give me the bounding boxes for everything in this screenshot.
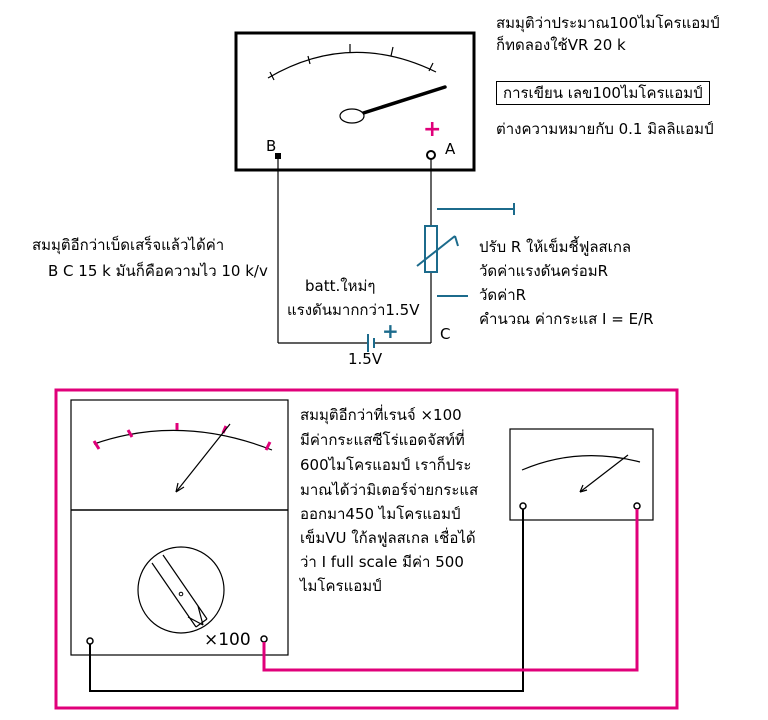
range-x100-label: ×100 <box>204 630 251 650</box>
top-meter-pivot <box>340 109 364 123</box>
terminal-a-plus-sign: + <box>423 117 442 142</box>
note-left-line2: B C 15 k มันก็คือความไว 10 k/v <box>48 262 268 280</box>
terminal-b-label: B <box>266 137 277 155</box>
bottom-note-line: 600ไมโครแอมป์ เราก็ประ <box>300 456 472 474</box>
note-left-line1: สมมุติอีกว่าเบ็ดเสร็จแล้วได้ค่า <box>32 236 225 254</box>
small-meter <box>510 429 653 520</box>
note-assume-100ua: สมมุติว่าประมาณ100ไมโครแอมป์ <box>496 14 720 32</box>
small-meter-terminal-right <box>634 503 640 509</box>
battery-note-voltage: แรงดันมากกว่า1.5V <box>287 301 420 319</box>
bottom-note-line: ไมโครแอมป์ <box>300 577 382 595</box>
instruction-calculate-current: คำนวณ ค่ากระแส I = E/R <box>479 310 654 328</box>
node-c-label: C <box>440 325 451 343</box>
bottom-note-line: มีค่ากระแสซีโร่แอดจัสท์ที่ <box>300 431 465 449</box>
variable-resistor-body <box>425 226 437 272</box>
battery-note-new: batt.ใหม่ๆ <box>305 277 376 295</box>
bottom-note-line: เข็มVU ใก้ลฟูลสเกล เชื่อได้ <box>300 529 476 547</box>
bottom-note-line: มาณได้ว่ามิเตอร์จ่ายกระแส <box>300 481 479 499</box>
variable-resistor-arrowhead <box>455 236 458 246</box>
bottom-note-line: สมมุติอีกว่าที่เรนจ์ ×100 <box>300 406 462 424</box>
battery-plus-sign: + <box>382 319 399 343</box>
multimeter-jack-com <box>87 638 93 644</box>
small-meter-box <box>510 429 653 520</box>
instruction-measure-voltage: วัดค่าแรงดันคร่อมR <box>479 262 609 280</box>
terminal-a-label: A <box>445 140 456 158</box>
variable-resistor <box>417 226 458 272</box>
note-vr-20k: ก็ทดลองใช้VR 20 k <box>496 36 626 54</box>
range-selector-knob <box>138 547 224 633</box>
multimeter-jack-plus <box>261 636 267 642</box>
note-vs-0-1ma: ต่างความหมายกับ 0.1 มิลลิแอมป์ <box>496 120 714 138</box>
battery-value-label: 1.5V <box>348 350 383 368</box>
multimeter <box>71 400 288 655</box>
instruction-adjust-r: ปรับ R ให้เข็มชี้ฟูลสเกล <box>479 238 632 256</box>
note-boxed-100ua: การเขียน เลข100ไมโครแอมป์ <box>496 81 710 105</box>
bottom-note-line: ออกมา450 ไมโครแอมป์ <box>300 505 461 523</box>
terminal-a <box>427 151 435 159</box>
small-meter-terminal-left <box>520 503 526 509</box>
bottom-note-line: ว่า I full scale มีค่า 500 <box>300 553 464 571</box>
instruction-measure-r: วัดค่าR <box>479 286 527 304</box>
